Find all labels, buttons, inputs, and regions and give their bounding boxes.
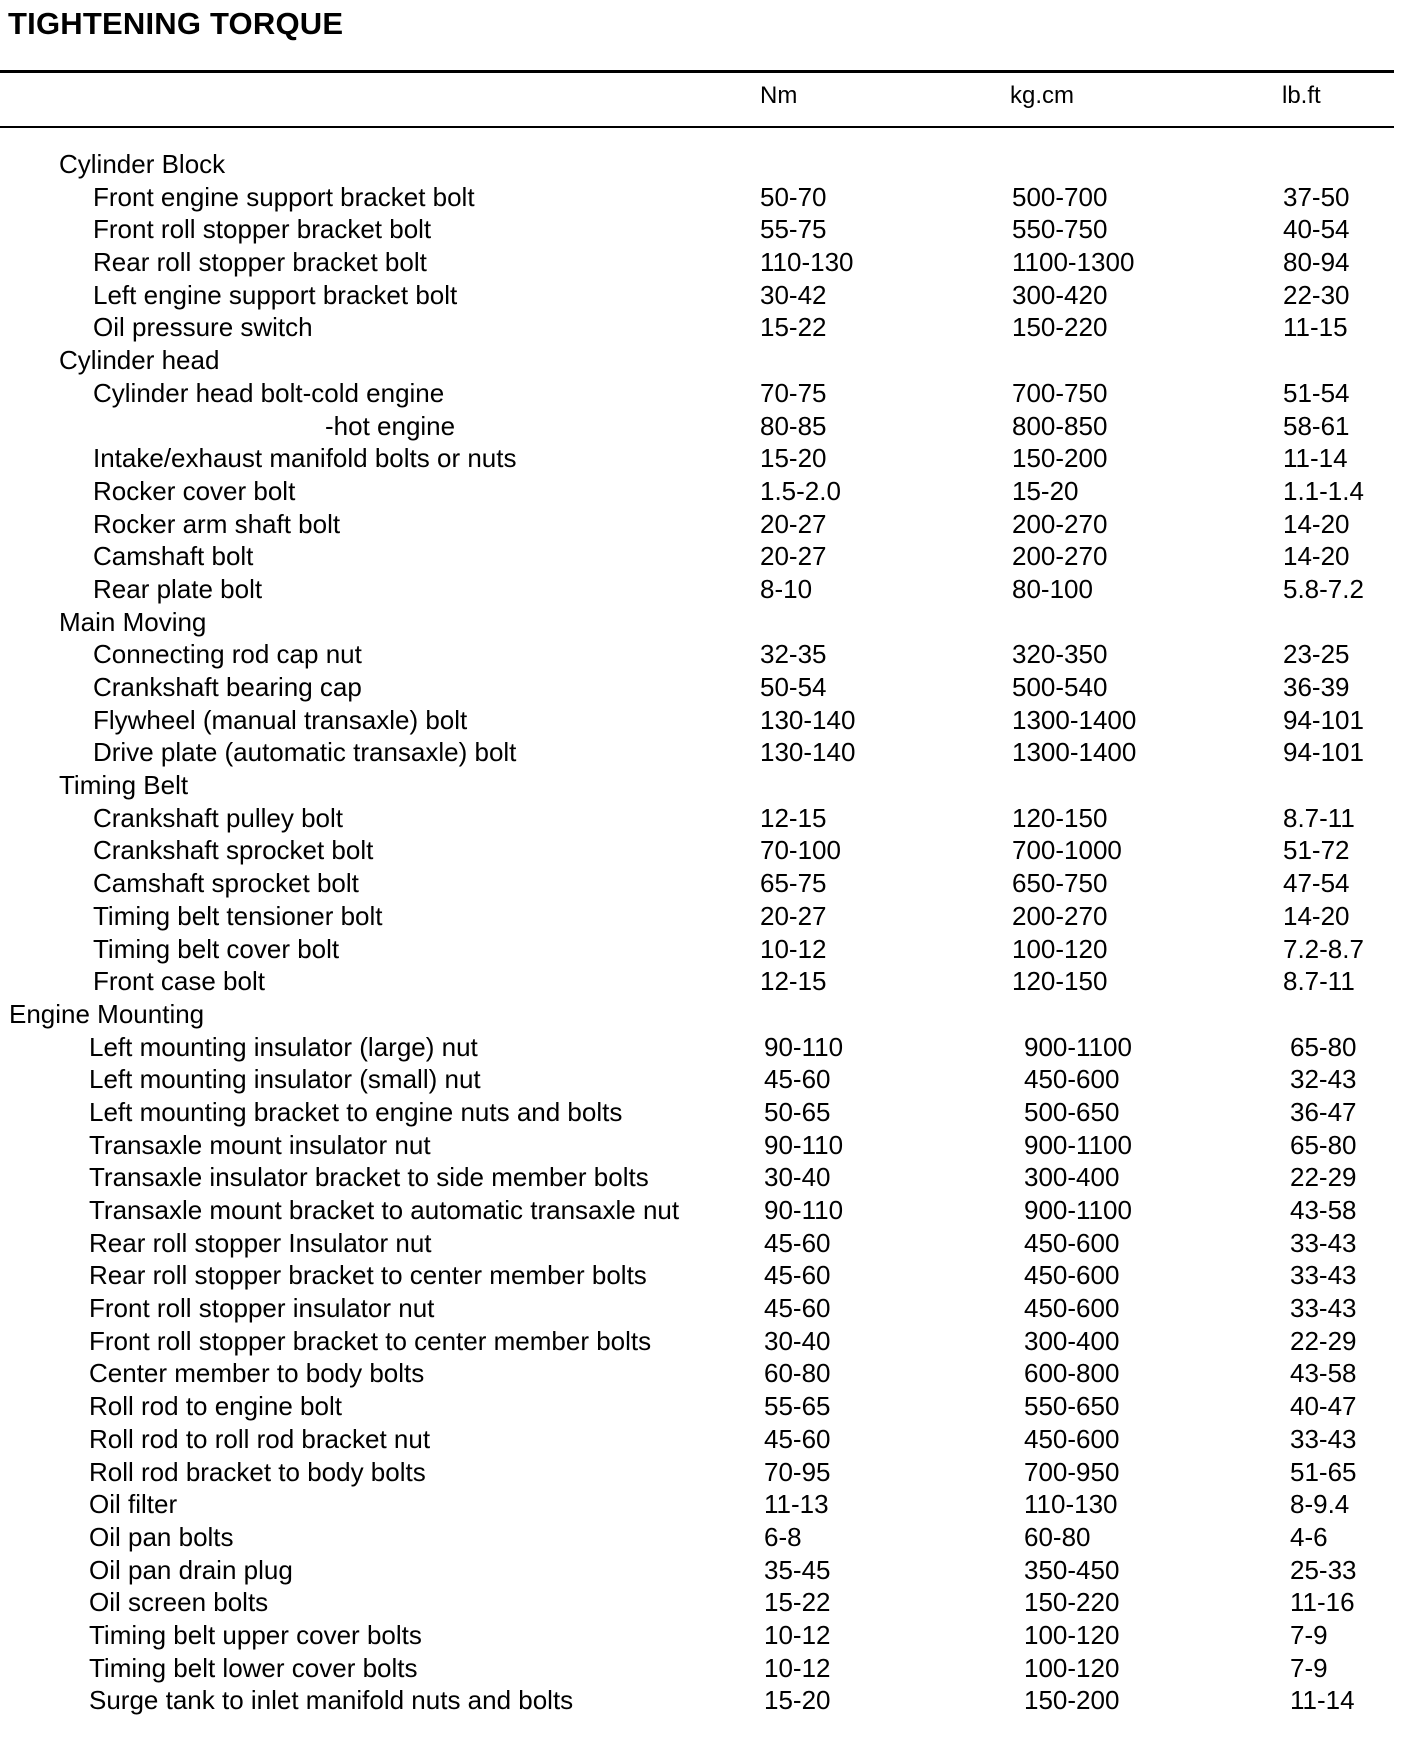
table-row — [0, 1161, 1408, 1194]
lbft-value: 65-80 — [1290, 1129, 1357, 1160]
row-label: Rocker arm shaft bolt — [93, 508, 341, 539]
table-row — [0, 246, 1408, 279]
row-label: Front roll stopper bracket to center member bolts — [89, 1325, 652, 1356]
nm-value: 45-60 — [764, 1293, 831, 1324]
kgcm-value: 110-130 — [1024, 1489, 1118, 1520]
table-row — [0, 311, 1408, 344]
table-row — [0, 802, 1408, 835]
lbft-value: 80-94 — [1283, 247, 1350, 278]
kgcm-value: 700-750 — [1012, 377, 1108, 408]
row-label: Rocker cover bolt — [93, 475, 296, 506]
nm-value: 130-140 — [760, 737, 856, 768]
kgcm-value: 500-650 — [1024, 1096, 1120, 1127]
nm-value: 90-110 — [764, 1129, 844, 1160]
table-row — [0, 1521, 1408, 1554]
lbft-value: 22-30 — [1283, 279, 1350, 310]
row-label: Oil pan bolts — [89, 1521, 234, 1552]
lbft-value: 11-16 — [1290, 1587, 1355, 1618]
nm-value: 45-60 — [764, 1227, 831, 1258]
nm-value: 70-75 — [760, 377, 827, 408]
nm-value: 45-60 — [764, 1423, 831, 1454]
kgcm-value: 550-750 — [1012, 214, 1108, 245]
lbft-value: 4-6 — [1290, 1521, 1328, 1552]
table-row — [0, 1456, 1408, 1489]
lbft-value: 36-47 — [1290, 1096, 1357, 1127]
lbft-value: 22-29 — [1290, 1162, 1357, 1193]
nm-value: 30-42 — [760, 279, 827, 310]
table-row — [0, 1357, 1408, 1390]
nm-value: 12-15 — [760, 802, 827, 833]
lbft-value: 7-9 — [1290, 1619, 1328, 1650]
lbft-value: 11-14 — [1290, 1685, 1355, 1716]
kgcm-value: 800-850 — [1012, 410, 1108, 441]
nm-value: 10-12 — [764, 1652, 831, 1683]
nm-value: 65-75 — [760, 868, 827, 899]
kgcm-value: 450-600 — [1024, 1260, 1120, 1291]
kgcm-value: 550-650 — [1024, 1391, 1120, 1422]
row-label: Oil filter — [89, 1489, 178, 1520]
nm-value: 90-110 — [764, 1195, 844, 1225]
nm-value: 45-60 — [764, 1064, 831, 1095]
nm-value: 15-22 — [760, 312, 827, 343]
kgcm-value: 150-220 — [1024, 1587, 1120, 1618]
row-label: Flywheel (manual transaxle) bolt — [93, 704, 468, 735]
row-label: Oil pressure switch — [93, 312, 313, 343]
kgcm-value: 150-200 — [1012, 443, 1108, 474]
table-row — [0, 671, 1408, 704]
lbft-value: 43-58 — [1290, 1195, 1357, 1225]
kgcm-value: 200-270 — [1012, 508, 1108, 539]
header-bottom-rule — [0, 126, 1394, 128]
lbft-value: 8.7-11 — [1283, 966, 1355, 997]
row-label: Left engine support bracket bolt — [93, 279, 458, 310]
kgcm-value: 200-270 — [1012, 541, 1108, 572]
lbft-value: 65-80 — [1290, 1031, 1357, 1062]
table-row — [0, 1390, 1408, 1423]
table-row — [0, 540, 1408, 573]
nm-value: 55-75 — [760, 214, 827, 245]
kgcm-value: 700-950 — [1024, 1456, 1120, 1487]
kgcm-value: 100-120 — [1024, 1619, 1120, 1650]
kgcm-value: 450-600 — [1024, 1227, 1120, 1258]
nm-value: 55-65 — [764, 1391, 831, 1422]
nm-value: 10-12 — [760, 933, 827, 964]
section-heading — [0, 344, 1408, 377]
nm-value: 32-35 — [760, 639, 827, 670]
header-top-rule — [0, 70, 1394, 73]
row-label: Left mounting insulator (large) nut — [89, 1031, 478, 1062]
lbft-value: 33-43 — [1290, 1227, 1357, 1258]
lbft-value: 11-15 — [1283, 312, 1348, 343]
kgcm-value: 300-400 — [1024, 1325, 1120, 1356]
nm-value: 110-130 — [760, 247, 854, 278]
torque-table — [0, 148, 1408, 1717]
nm-value: 15-20 — [760, 443, 827, 474]
table-row — [0, 573, 1408, 606]
table-row — [0, 1063, 1408, 1096]
lbft-value: 22-29 — [1290, 1325, 1357, 1356]
kgcm-value: 900-1100 — [1024, 1031, 1132, 1062]
table-row — [0, 410, 1408, 443]
row-label: Main Moving — [59, 606, 207, 637]
row-label: Surge tank to inlet manifold nuts and bolts — [89, 1685, 574, 1716]
kgcm-value: 320-350 — [1012, 639, 1108, 670]
table-row — [0, 1031, 1408, 1064]
nm-value: 70-100 — [760, 835, 841, 866]
row-label: Transaxle mount insulator nut — [89, 1129, 431, 1160]
row-label: Rear roll stopper Insulator nut — [89, 1227, 432, 1258]
nm-value: 15-20 — [764, 1685, 831, 1716]
row-label: -hot engine — [325, 410, 456, 441]
nm-value: 8-10 — [760, 573, 813, 604]
nm-value: 10-12 — [764, 1619, 831, 1650]
row-label: Oil pan drain plug — [89, 1554, 293, 1585]
nm-value: 45-60 — [764, 1260, 831, 1291]
kgcm-value: 500-540 — [1012, 672, 1108, 702]
kgcm-value: 1100-1300 — [1012, 247, 1135, 278]
kgcm-value: 450-600 — [1024, 1293, 1120, 1324]
table-row — [0, 1684, 1408, 1717]
table-row — [0, 834, 1408, 867]
nm-value: 70-95 — [764, 1456, 831, 1487]
section-heading — [0, 148, 1408, 181]
lbft-value: 11-14 — [1283, 443, 1348, 474]
lbft-value: 47-54 — [1283, 868, 1350, 899]
nm-value: 20-27 — [760, 508, 827, 539]
table-row — [0, 181, 1408, 214]
row-label: Rear plate bolt — [93, 573, 263, 604]
nm-value: 1.5-2.0 — [760, 475, 841, 506]
lbft-value: 14-20 — [1283, 900, 1350, 931]
nm-value: 30-40 — [764, 1162, 831, 1193]
row-label: Timing belt tensioner bolt — [93, 900, 383, 931]
table-row — [0, 965, 1408, 998]
row-label: Left mounting insulator (small) nut — [89, 1064, 481, 1095]
lbft-value: 7-9 — [1290, 1652, 1328, 1683]
row-label: Front roll stopper insulator nut — [89, 1293, 435, 1324]
kgcm-value: 100-120 — [1024, 1652, 1120, 1683]
row-label: Transaxle mount bracket to automatic transaxle nut — [89, 1195, 680, 1225]
lbft-value: 33-43 — [1290, 1423, 1357, 1454]
table-row — [0, 867, 1408, 900]
kgcm-value: 450-600 — [1024, 1423, 1120, 1454]
row-label: Camshaft bolt — [93, 541, 254, 572]
lbft-value: 25-33 — [1290, 1554, 1357, 1585]
kgcm-value: 300-400 — [1024, 1162, 1120, 1193]
row-label: Front roll stopper bracket bolt — [93, 214, 432, 245]
row-label: Transaxle insulator bracket to side member bolts — [89, 1162, 649, 1193]
row-label: Roll rod to engine bolt — [89, 1391, 342, 1422]
row-label: Cylinder head bolt-cold engine — [93, 377, 445, 408]
lbft-value: 94-101 — [1283, 704, 1364, 735]
table-row — [0, 1292, 1408, 1325]
page-title: TIGHTENING TORQUE — [8, 6, 344, 41]
table-row — [0, 213, 1408, 246]
table-row — [0, 933, 1408, 966]
kgcm-value: 120-150 — [1012, 966, 1108, 997]
row-label: Cylinder head — [59, 345, 220, 376]
row-label: Rear roll stopper bracket bolt — [93, 247, 427, 278]
table-row — [0, 1554, 1408, 1587]
section-heading — [0, 998, 1408, 1031]
nm-value: 50-54 — [760, 672, 827, 702]
table-row — [0, 1488, 1408, 1521]
lbft-value: 14-20 — [1283, 541, 1350, 572]
row-label: Crankshaft pulley bolt — [93, 802, 344, 833]
nm-value: 35-45 — [764, 1554, 831, 1585]
row-label: Crankshaft bearing cap — [93, 672, 362, 702]
table-row — [0, 704, 1408, 737]
kgcm-value: 900-1100 — [1024, 1195, 1132, 1225]
lbft-value: 1.1-1.4 — [1283, 475, 1364, 506]
table-row — [0, 1129, 1408, 1162]
table-row — [0, 1423, 1408, 1456]
kgcm-value: 1300-1400 — [1012, 704, 1137, 735]
row-label: Drive plate (automatic transaxle) bolt — [93, 737, 517, 768]
lbft-value: 8-9.4 — [1290, 1489, 1350, 1520]
table-row — [0, 442, 1408, 475]
table-row — [0, 736, 1408, 769]
lbft-value: 8.7-11 — [1283, 802, 1355, 833]
table-row — [0, 508, 1408, 541]
kgcm-value: 100-120 — [1012, 933, 1108, 964]
kgcm-value: 600-800 — [1024, 1358, 1120, 1389]
row-label: Crankshaft sprocket bolt — [93, 835, 374, 866]
row-label: Timing Belt — [59, 770, 189, 801]
nm-value: 50-70 — [760, 181, 827, 212]
row-label: Center member to body bolts — [89, 1358, 425, 1389]
nm-value: 90-110 — [764, 1031, 844, 1062]
kgcm-value: 350-450 — [1024, 1554, 1120, 1585]
lbft-value: 33-43 — [1290, 1293, 1357, 1324]
lbft-value: 14-20 — [1283, 508, 1350, 539]
lbft-value: 7.2-8.7 — [1283, 933, 1364, 964]
row-label: Timing belt upper cover bolts — [89, 1619, 422, 1650]
column-header-kgcm: kg.cm — [1010, 82, 1075, 109]
nm-value: 15-22 — [764, 1587, 831, 1618]
nm-value: 20-27 — [760, 541, 827, 572]
lbft-value: 51-54 — [1283, 377, 1350, 408]
nm-value: 20-27 — [760, 900, 827, 931]
lbft-value: 43-58 — [1290, 1358, 1357, 1389]
kgcm-value: 900-1100 — [1024, 1129, 1132, 1160]
column-header-nm: Nm — [760, 82, 798, 109]
row-label: Roll rod bracket to body bolts — [89, 1456, 426, 1487]
table-row — [0, 279, 1408, 312]
lbft-value: 40-54 — [1283, 214, 1350, 245]
row-label: Engine Mounting — [9, 998, 205, 1029]
kgcm-value: 200-270 — [1012, 900, 1108, 931]
nm-value: 12-15 — [760, 966, 827, 997]
kgcm-value: 300-420 — [1012, 279, 1108, 310]
kgcm-value: 700-1000 — [1012, 835, 1122, 866]
lbft-value: 23-25 — [1283, 639, 1350, 670]
row-label: Timing belt cover bolt — [93, 933, 340, 964]
kgcm-value: 500-700 — [1012, 181, 1108, 212]
kgcm-value: 450-600 — [1024, 1064, 1120, 1095]
lbft-value: 94-101 — [1283, 737, 1364, 768]
table-row — [0, 638, 1408, 671]
section-heading — [0, 606, 1408, 639]
lbft-value: 40-47 — [1290, 1391, 1357, 1422]
lbft-value: 5.8-7.2 — [1283, 573, 1364, 604]
lbft-value: 37-50 — [1283, 181, 1350, 212]
kgcm-value: 150-220 — [1012, 312, 1108, 343]
lbft-value: 32-43 — [1290, 1064, 1357, 1095]
nm-value: 60-80 — [764, 1358, 831, 1389]
row-label: Front engine support bracket bolt — [93, 181, 475, 212]
table-row — [0, 377, 1408, 410]
row-label: Front case bolt — [93, 966, 265, 997]
lbft-value: 33-43 — [1290, 1260, 1357, 1291]
column-header-lbft: lb.ft — [1282, 82, 1321, 109]
row-label: Connecting rod cap nut — [93, 639, 362, 670]
nm-value: 11-13 — [764, 1489, 829, 1520]
table-row — [0, 1096, 1408, 1129]
lbft-value: 51-65 — [1290, 1456, 1357, 1487]
table-row — [0, 475, 1408, 508]
nm-value: 80-85 — [760, 410, 827, 441]
row-label: Cylinder Block — [59, 149, 226, 179]
section-heading — [0, 769, 1408, 802]
table-row — [0, 1619, 1408, 1652]
table-row — [0, 1259, 1408, 1292]
row-label: Oil screen bolts — [89, 1587, 269, 1618]
table-row — [0, 1227, 1408, 1260]
row-label: Left mounting bracket to engine nuts and bolts — [89, 1096, 623, 1127]
table-row — [0, 1194, 1408, 1227]
kgcm-value: 650-750 — [1012, 868, 1108, 899]
nm-value: 130-140 — [760, 704, 856, 735]
row-label: Camshaft sprocket bolt — [93, 868, 359, 899]
kgcm-value: 1300-1400 — [1012, 737, 1137, 768]
kgcm-value: 15-20 — [1012, 475, 1079, 506]
kgcm-value: 150-200 — [1024, 1685, 1120, 1716]
row-label: Intake/exhaust manifold bolts or nuts — [93, 443, 517, 474]
row-label: Rear roll stopper bracket to center member bolts — [89, 1260, 647, 1291]
lbft-value: 51-72 — [1283, 835, 1350, 866]
table-row — [0, 1586, 1408, 1619]
kgcm-value: 80-100 — [1012, 573, 1093, 604]
table-row — [0, 900, 1408, 933]
table-row — [0, 1325, 1408, 1358]
lbft-value: 36-39 — [1283, 672, 1350, 702]
table-row — [0, 1652, 1408, 1685]
nm-value: 30-40 — [764, 1325, 831, 1356]
row-label: Roll rod to roll rod bracket nut — [89, 1423, 431, 1454]
nm-value: 6-8 — [764, 1521, 802, 1552]
kgcm-value: 120-150 — [1012, 802, 1108, 833]
nm-value: 50-65 — [764, 1096, 831, 1127]
row-label: Timing belt lower cover bolts — [89, 1652, 418, 1683]
lbft-value: 58-61 — [1283, 410, 1350, 441]
kgcm-value: 60-80 — [1024, 1521, 1091, 1552]
